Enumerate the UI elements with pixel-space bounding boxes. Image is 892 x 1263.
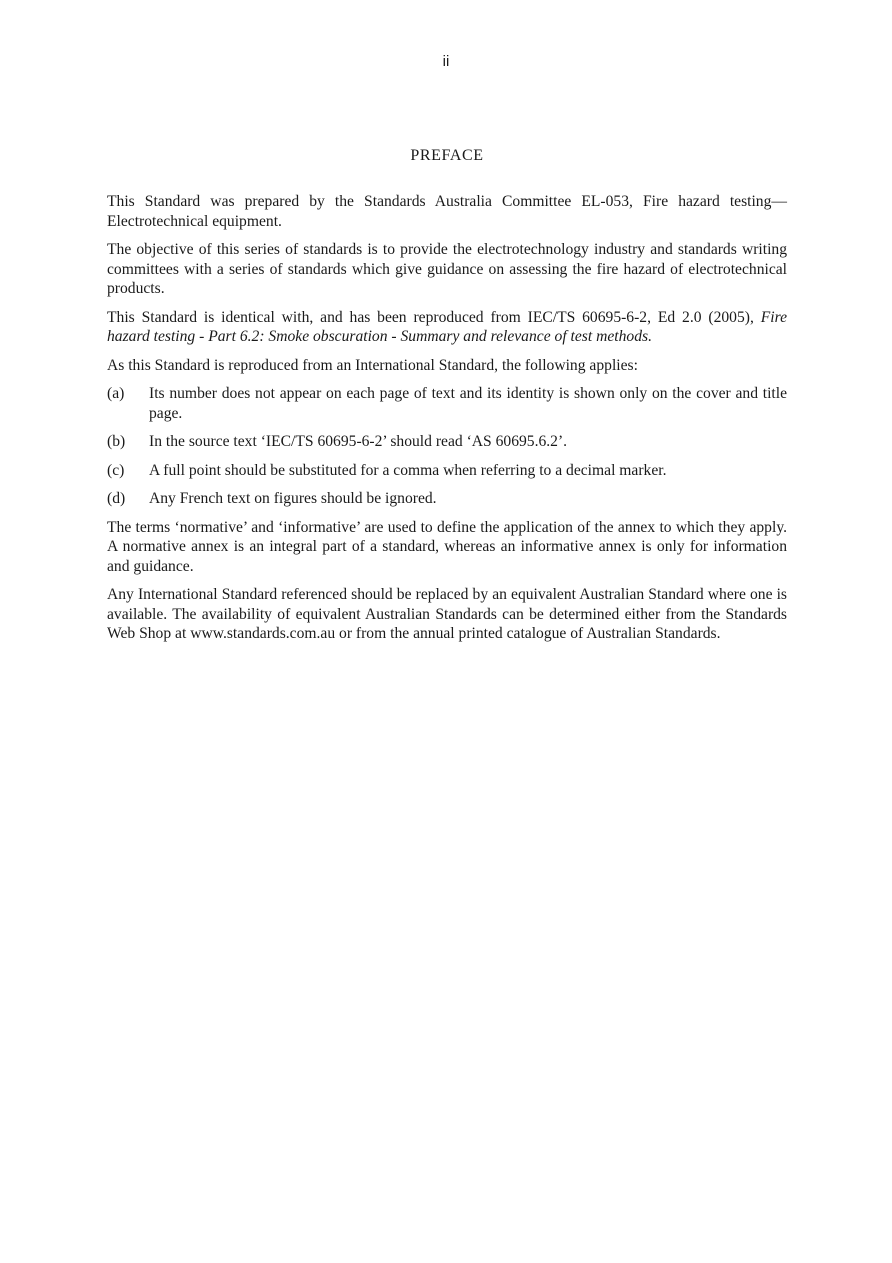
page-title: PREFACE (410, 147, 484, 164)
source-lead-text: This Standard is identical with, and has been reproduced from IEC/TS 60695-6-2, Ed 2.0 (2005), (107, 308, 761, 326)
list-item (107, 461, 787, 481)
paragraph-objective: The objective of this series of standards is to provide the electrotechnology industry and standards writing committees with a series of standards which give guidance on assessing the fire hazard of electrotechnical products. (107, 241, 787, 297)
list-item-text: Its number does not appear on each page of text and its identity is shown only on the cover and title page. (149, 385, 787, 422)
list-marker: (b) (107, 433, 126, 450)
paragraph-annex-terms: The terms ‘normative’ and ‘informative’ are used to define the application of the annex to which they apply. A normative annex is an integral part of a standard, whereas an informative annex is only for information and guidance. (107, 518, 787, 575)
paragraph-international-standards: Any International Standard referenced should be replaced by an equivalent Australian Standard where one is available. The availability of equivalent Australian Standards can be determined either from the Standards Web Shop at www.standards.com.au or from the annual printed catalogue of Australian Standards. (107, 586, 787, 642)
source-document-title: Fire hazard testing - Part 6.2: Smoke obscuration - Summary and relevance of test methods. (107, 308, 787, 345)
paragraph-applies: As this Standard is reproduced from an International Standard, the following applies: (107, 356, 638, 374)
list-item (107, 489, 787, 509)
list-marker: (d) (107, 490, 126, 507)
list-item-text: A full point should be substituted for a comma when referring to a decimal marker. (149, 461, 667, 479)
paragraph-committee: This Standard was prepared by the Standards Australia Committee EL-053, Fire hazard testing—Electrotechnical equipment. (107, 193, 787, 230)
list-item-text: In the source text ‘IEC/TS 60695-6-2’ should read ‘AS 60695.6.2’. (149, 433, 568, 450)
page-number: ii (442, 53, 450, 70)
list-item (107, 384, 787, 423)
paragraph-source (107, 308, 787, 347)
preface-section (107, 146, 787, 653)
list-item-text: Any French text on figures should be ignored. (149, 490, 437, 507)
applies-list (107, 384, 787, 509)
list-item (107, 432, 787, 452)
list-marker: (c) (107, 461, 125, 479)
list-marker: (a) (107, 385, 125, 402)
